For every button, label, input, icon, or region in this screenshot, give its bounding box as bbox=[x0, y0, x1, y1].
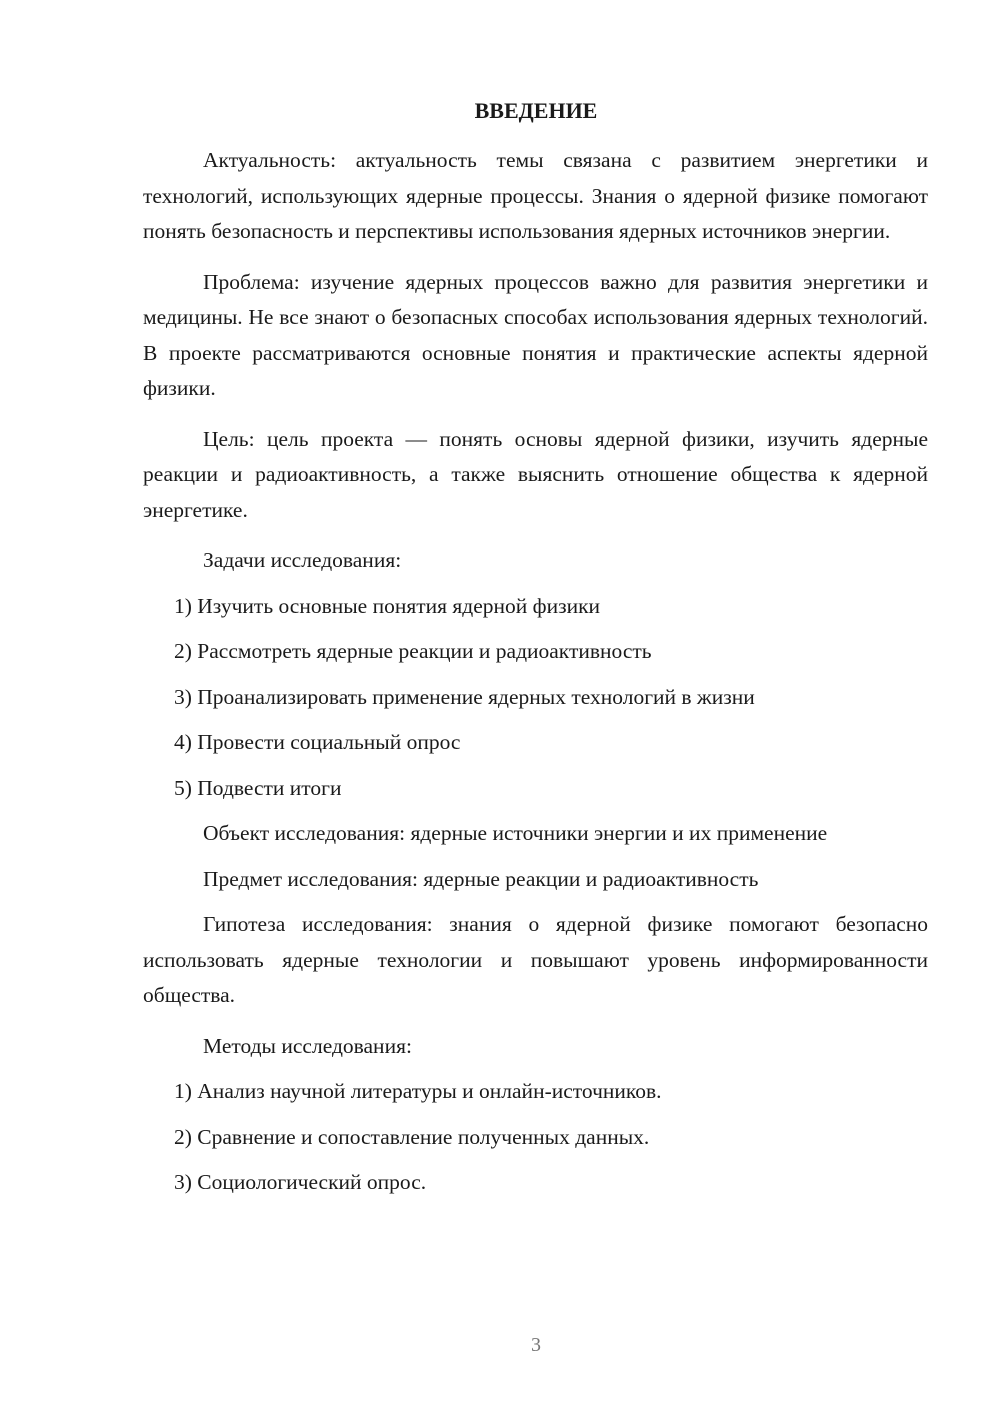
list-item: 5) Подвести итоги bbox=[174, 775, 342, 800]
list-item: 3) Проанализировать применение ядерных технологий в жизни bbox=[174, 684, 755, 709]
methods-list bbox=[143, 1074, 928, 1201]
goal-paragraph: Цель: цель проекта — понять основы ядерной физики, изучить ядерные реакции и радиоактивность, а также выяснить отношение общества к ядерной энергетике. bbox=[143, 426, 928, 522]
hypothesis-paragraph: Гипотеза исследования: знания о ядерной физике помогают безопасно использовать ядерные технологии и повышают уровень информированности общества. bbox=[143, 912, 928, 1007]
list-item: 4) Провести социальный опрос bbox=[174, 730, 461, 754]
page-number: 3 bbox=[531, 1334, 541, 1356]
tasks-heading: Задачи исследования: bbox=[203, 548, 402, 572]
list-item: 2) Сравнение и сопоставление полученных данных. bbox=[174, 1124, 650, 1149]
list-item: 2) Рассмотреть ядерные реакции и радиоактивность bbox=[174, 639, 652, 663]
document-body bbox=[143, 143, 928, 1211]
tasks-list bbox=[143, 589, 928, 807]
list-item: 1) Анализ научной литературы и онлайн-источников. bbox=[174, 1079, 662, 1103]
page-title: ВВЕДЕНИЕ bbox=[474, 98, 598, 123]
relevance-paragraph: Актуальность: актуальность темы связана с развитием энергетики и технологий, использующих ядерные процессы. Знания о ядерной физике помогают понять безопасность и перспективы использования ядерных источников энергии. bbox=[143, 148, 928, 243]
subject-paragraph: Предмет исследования: ядерные реакции и радиоактивность bbox=[203, 866, 759, 891]
object-paragraph: Объект исследования: ядерные источники энергии и их применение bbox=[203, 821, 828, 845]
list-item: 1) Изучить основные понятия ядерной физики bbox=[174, 593, 601, 618]
methods-heading: Методы исследования: bbox=[203, 1033, 412, 1058]
list-item: 3) Социологический опрос. bbox=[174, 1170, 427, 1194]
problem-paragraph: Проблема: изучение ядерных процессов важно для развития энергетики и медицины. Не все знают о безопасных способах использования ядерных технологий. В проекте рассматриваются основные понятия и практические аспекты ядерной физики. bbox=[143, 269, 928, 400]
